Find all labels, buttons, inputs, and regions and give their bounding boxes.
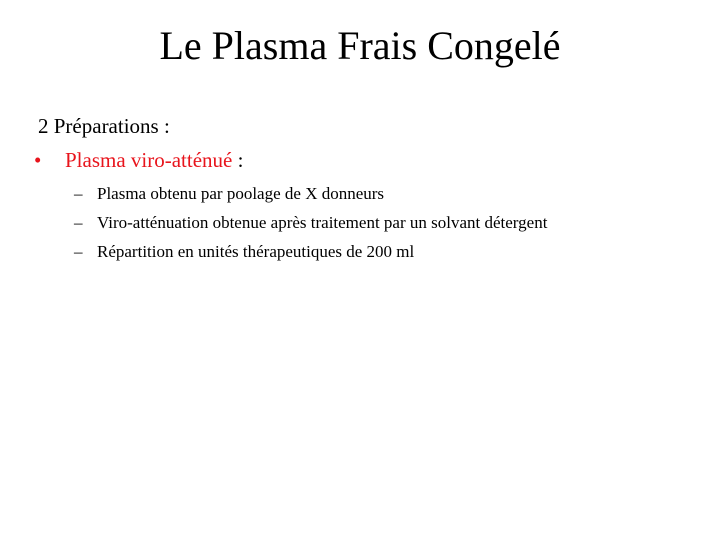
intro-line: 2 Préparations : xyxy=(38,114,170,138)
bullet-label: Plasma viro-atténué xyxy=(65,148,233,172)
dash-marker: – xyxy=(74,184,83,203)
bullet-suffix: : xyxy=(232,148,244,172)
bullet-marker: • xyxy=(34,148,42,172)
dash-marker: – xyxy=(74,242,83,261)
sub-item-text: Viro-atténuation obtenue après traitement par un solvant détergent xyxy=(97,213,548,232)
slide-title: Le Plasma Frais Congelé xyxy=(159,23,561,68)
sub-list xyxy=(74,179,547,266)
sub-list-item xyxy=(74,179,547,208)
dash-marker: – xyxy=(74,213,83,232)
sub-item-text: Répartition en unités thérapeutiques de 200 ml xyxy=(97,242,415,261)
sub-list-item xyxy=(74,237,547,266)
sub-item-text: Plasma obtenu par poolage de X donneurs xyxy=(97,184,385,203)
sub-list-item xyxy=(74,208,547,237)
bullet-item xyxy=(34,147,243,173)
